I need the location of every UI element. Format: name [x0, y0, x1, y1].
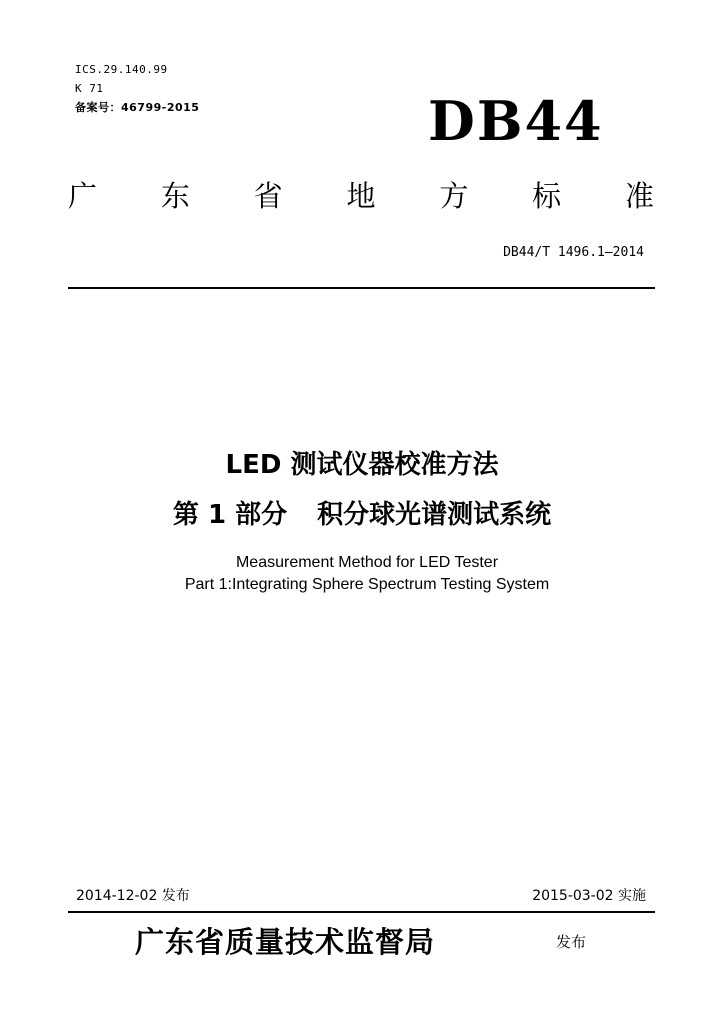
ics-code: ICS.29.140.99 — [75, 63, 168, 76]
category-char: 方 — [439, 179, 469, 213]
title-en-line1: Measurement Method for LED Tester — [235, 554, 499, 571]
standard-mark: DB44 — [428, 89, 604, 153]
top-divider — [68, 287, 655, 289]
title-cn-line1: LED 测试仪器校准方法 — [225, 450, 499, 480]
category-char: 准 — [624, 179, 654, 213]
title-en-line2: Part 1:Integrating Sphere Spectrum Testing System — [184, 576, 550, 593]
ccs-code: K 71 — [75, 82, 104, 95]
standard-number: DB44/T 1496.1—2014 — [503, 245, 644, 260]
title-part-name: 积分球光谱测试系统 — [317, 500, 552, 530]
category-char: 地 — [346, 179, 376, 213]
implement-date: 2015-03-02 实施 — [532, 888, 646, 904]
bottom-divider — [68, 911, 655, 913]
standard-category — [68, 176, 654, 216]
title-part-number: 第 1 部分 — [172, 500, 288, 530]
category-char: 东 — [160, 179, 190, 213]
issue-date: 2014-12-02 发布 — [76, 888, 190, 904]
title-cn-line2 — [0, 497, 724, 533]
category-char: 广 — [68, 179, 98, 213]
category-char: 省 — [253, 179, 283, 213]
publisher-name: 广东省质量技术监督局 — [135, 925, 436, 959]
publisher-suffix: 发布 — [556, 933, 587, 951]
filing-number: 备案号：46799-2015 — [75, 101, 200, 114]
category-char: 标 — [532, 179, 562, 213]
